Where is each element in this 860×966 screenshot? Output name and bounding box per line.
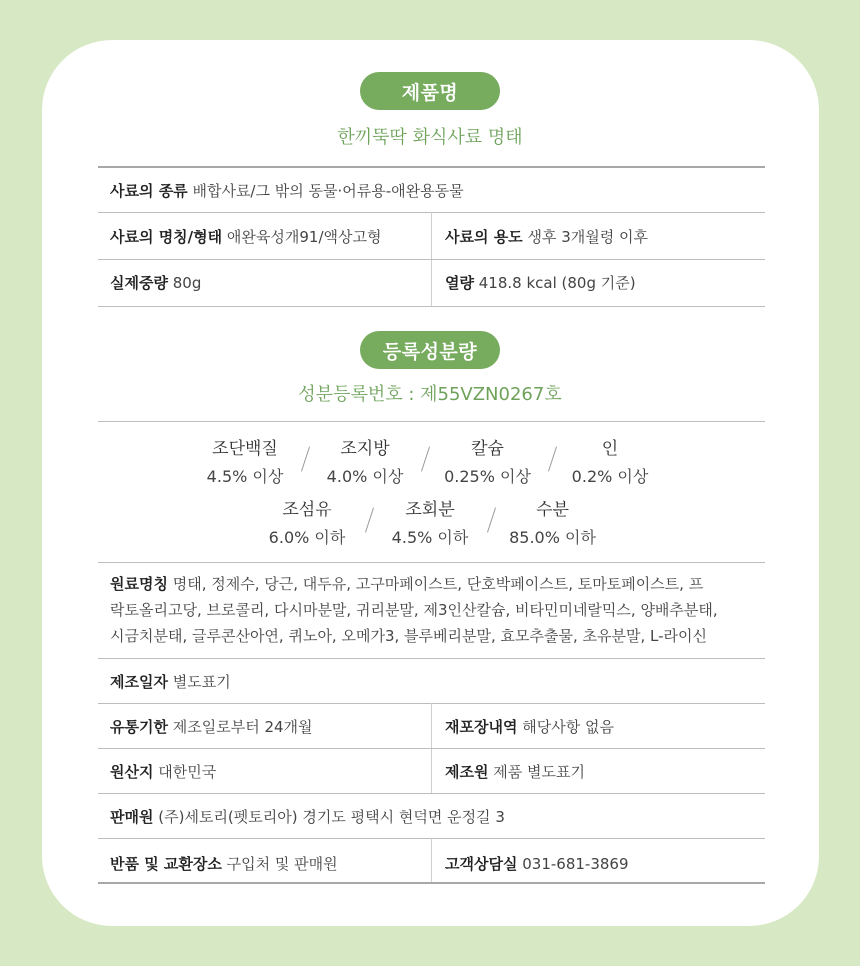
nutrient-name: 조단백질	[212, 439, 278, 459]
nutrient-name: 조섬유	[282, 500, 332, 520]
maker-label: 제조원	[445, 763, 489, 781]
expiry-value: 제조일로부터 24개월	[172, 718, 313, 736]
expiry-label: 유통기한	[110, 718, 168, 736]
nutrient-value: 6.0% 이하	[268, 528, 346, 547]
origin-label: 원산지	[110, 763, 154, 781]
feed-name-row	[110, 226, 381, 247]
weight-row	[110, 272, 201, 293]
registration-badge: 등록성분량	[360, 331, 500, 369]
nutrient-calcium	[430, 436, 545, 490]
cs-value: 031-681-3869	[522, 855, 629, 873]
nutrient-value: 0.2% 이상	[571, 467, 649, 486]
mfg-date-row	[110, 671, 231, 692]
divider	[98, 259, 765, 260]
repack-value: 해당사항 없음	[522, 718, 614, 736]
divider	[98, 306, 765, 307]
seller-label: 판매원	[110, 808, 154, 826]
divider	[98, 793, 765, 794]
column-divider	[431, 838, 432, 882]
nutrient-protein	[190, 436, 300, 490]
weight-value: 80g	[172, 274, 202, 292]
nutrient-name: 인	[601, 439, 619, 459]
nutrient-fat	[310, 436, 420, 490]
weight-label: 실제중량	[110, 274, 168, 292]
return-label: 반품 및 교환장소	[110, 855, 222, 873]
nutrient-fiber	[252, 497, 362, 551]
maker-row	[445, 761, 585, 782]
feed-type-row	[110, 180, 464, 201]
divider	[98, 421, 765, 422]
calorie-label: 열량	[445, 274, 474, 292]
calorie-value: 418.8 kcal (80g 기준)	[478, 274, 636, 292]
cs-label: 고객상담실	[445, 855, 518, 873]
nutrient-phosphorus	[555, 436, 665, 490]
feed-name-value: 애완육성개91/액상고형	[226, 228, 382, 246]
feed-use-value: 생후 3개월령 이후	[527, 228, 648, 246]
repack-label: 재포장내역	[445, 718, 518, 736]
nutrient-name: 수분	[536, 500, 569, 520]
feed-type-label: 사료의 종류	[110, 182, 188, 200]
nutrient-value: 4.0% 이상	[326, 467, 404, 486]
nutrient-value: 0.25% 이상	[444, 467, 531, 486]
origin-value: 대한민국	[158, 763, 217, 781]
feed-name-label: 사료의 명칭/형태	[110, 228, 223, 246]
return-value: 구입처 및 판매원	[226, 855, 338, 873]
maker-value: 제품 별도표기	[493, 763, 585, 781]
cs-row	[445, 853, 629, 874]
feed-use-row	[445, 226, 648, 247]
nutrient-name: 칼슘	[471, 439, 504, 459]
mfg-date-label: 제조일자	[110, 673, 168, 691]
ingredients-line: 락토올리고당, 브로콜리, 다시마분말, 귀리분말, 제3인산칼슘, 비타민미네랄믹스, 양배추분태,	[110, 601, 718, 619]
nutrient-name: 조지방	[340, 439, 390, 459]
seller-row	[110, 806, 505, 827]
seller-value: (주)세토리(펫토리아) 경기도 평택시 현덕면 운정길 3	[158, 808, 505, 826]
divider	[98, 166, 765, 168]
ingredients-label: 원료명칭	[110, 575, 168, 593]
mfg-date-value: 별도표기	[172, 673, 231, 691]
divider	[98, 882, 765, 884]
nutrient-name: 조회분	[405, 500, 455, 520]
nutrient-ash	[375, 497, 485, 551]
feed-type-value: 배합사료/그 밖의 동물·어류용-애완용동물	[192, 182, 464, 200]
origin-row	[110, 761, 216, 782]
nutrient-moisture	[495, 497, 610, 551]
feed-use-label: 사료의 용도	[445, 228, 523, 246]
return-row	[110, 853, 338, 874]
ingredients-line: 시금치분태, 글루콘산아연, 퀴노아, 오메가3, 블루베리분말, 효모추출물, 초유분말, L-라이신	[110, 627, 707, 645]
nutrient-value: 85.0% 이하	[509, 528, 596, 547]
nutrient-value: 4.5% 이하	[391, 528, 469, 547]
registration-number: 성분등록번호 : 제55VZN0267호	[298, 384, 562, 405]
divider	[98, 748, 765, 749]
ingredients-line: 명태, 정제수, 당근, 대두유, 고구마페이스트, 단호박페이스트, 토마토페이스트, 프	[172, 575, 704, 593]
calorie-row	[445, 272, 636, 293]
product-name: 한끼뚝딱 화식사료 명태	[337, 127, 523, 148]
divider	[98, 658, 765, 659]
divider	[98, 562, 765, 563]
expiry-row	[110, 716, 313, 737]
product-name-badge: 제품명	[360, 72, 500, 110]
nutrient-value: 4.5% 이상	[206, 467, 284, 486]
ingredients-block	[110, 571, 770, 649]
repack-row	[445, 716, 614, 737]
